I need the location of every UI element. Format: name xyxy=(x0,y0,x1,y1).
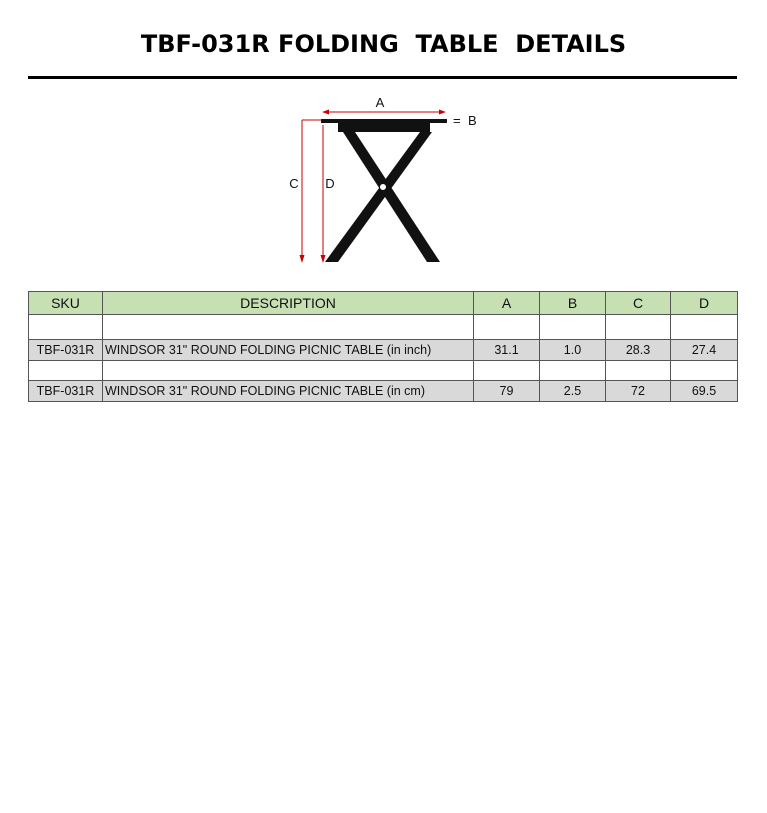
cell-c: 28.3 xyxy=(606,340,671,361)
table-top xyxy=(321,119,447,123)
header-sku: SKU xyxy=(29,292,103,315)
dimension-a-label: A xyxy=(375,95,385,110)
table-apron xyxy=(338,123,430,132)
cell-description: WINDSOR 31" ROUND FOLDING PICNIC TABLE (in inch) xyxy=(103,340,474,361)
table-dimension-diagram xyxy=(280,90,480,265)
header-description: DESCRIPTION xyxy=(103,292,474,315)
cell-sku: TBF-031R xyxy=(29,381,103,402)
dimension-c-label: C xyxy=(289,176,299,191)
table-header-row xyxy=(29,292,738,315)
spacer-row xyxy=(29,361,738,381)
cell-b: 2.5 xyxy=(540,381,606,402)
table-row xyxy=(29,340,738,361)
dimension-c-arrow xyxy=(300,120,323,263)
header-a: A xyxy=(474,292,540,315)
cell-description: WINDSOR 31" ROUND FOLDING PICNIC TABLE (in cm) xyxy=(103,381,474,402)
cell-a: 79 xyxy=(474,381,540,402)
header-b: B xyxy=(540,292,606,315)
cell-sku: TBF-031R xyxy=(29,340,103,361)
cell-b: 1.0 xyxy=(540,340,606,361)
cell-c: 72 xyxy=(606,381,671,402)
header-d: D xyxy=(671,292,738,315)
cell-a: 31.1 xyxy=(474,340,540,361)
dimensions-table xyxy=(28,291,738,402)
spacer-row xyxy=(29,315,738,340)
table-row xyxy=(29,381,738,402)
page-title: TBF-031R FOLDING TABLE DETAILS xyxy=(140,30,627,58)
dimension-d-label: D xyxy=(325,176,335,191)
dimension-b-label: B xyxy=(468,113,477,128)
cell-d: 69.5 xyxy=(671,381,738,402)
cell-d: 27.4 xyxy=(671,340,738,361)
folding-x-legs xyxy=(325,132,440,262)
dimension-a-arrow xyxy=(322,110,446,115)
header-c: C xyxy=(606,292,671,315)
dimension-d-arrow xyxy=(321,125,326,263)
dimension-b-equals: = xyxy=(453,113,461,128)
title-divider xyxy=(28,76,737,79)
